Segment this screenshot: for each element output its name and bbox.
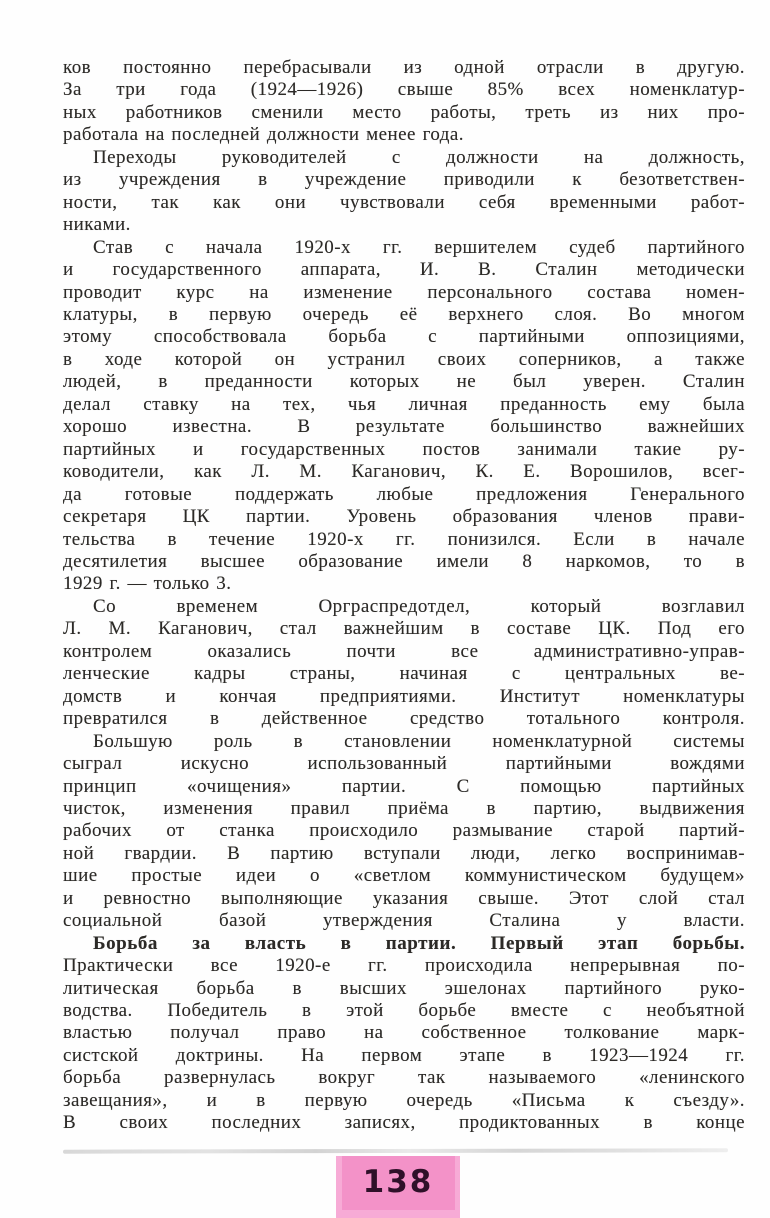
text-line: рабочих от станка происходило размывание старой партий- — [63, 820, 745, 842]
paragraph — [63, 933, 745, 1135]
body-text — [63, 57, 745, 1135]
text-line: социальной базой утверждения Сталина у власти. — [63, 910, 745, 932]
text-line: секретаря ЦК партии. Уровень образования членов прави- — [63, 506, 745, 528]
text-line: Л. М. Каганович, стал важнейшим в составе ЦК. Под его — [63, 618, 745, 640]
section-heading-line: Борьба за власть в партии. Первый этап борьбы. — [93, 932, 745, 954]
text-line: людей, в преданности которых не был уверен. Сталин — [63, 371, 745, 393]
text-line: ководители, как Л. М. Каганович, К. Е. Ворошилов, всег- — [63, 461, 745, 483]
text-line: За три года (1924—1926) свыше 85% всех номенклатур- — [63, 79, 745, 101]
text-line: сыграл искусно использованный партийными вождями — [63, 753, 745, 775]
text-line: В своих последних записях, продиктованных в конце — [63, 1112, 745, 1134]
text-line: Большую роль в становлении номенклатурной системы — [93, 730, 745, 752]
text-line: контролем оказались почти все административно-управ- — [63, 640, 745, 662]
paragraph — [63, 147, 745, 237]
text-line: Со временем Орграспредотдел, который возглавил — [93, 595, 745, 617]
text-line: хорошо известна. В результате большинство важнейших — [63, 416, 745, 438]
page-number: 138 — [362, 1164, 434, 1200]
text-line: из учреждения в учреждение приводили к безответствен- — [63, 169, 745, 191]
text-line: десятилетия высшее образование имели 8 наркомов, то в — [63, 550, 745, 572]
text-line: борьба развернулась вокруг так называемого «ленинского — [63, 1067, 745, 1089]
paragraph — [63, 596, 745, 731]
text-line: делал ставку на тех, чья личная преданность ему была — [63, 393, 745, 415]
text-line: в ходе которой он устранил своих соперников, а также — [63, 348, 745, 370]
footer-rule — [63, 1148, 728, 1153]
text-line: превратился в действенное средство тотального контроля. — [63, 708, 745, 730]
text-line: ной гвардии. В партию вступали люди, легко воспринимав- — [63, 842, 745, 864]
text-line: Практически все 1920-е гг. происходила непрерывная по- — [63, 955, 745, 977]
text-line: ков постоянно перебрасывали из одной отрасли в другую. — [63, 57, 745, 78]
text-line: ленческие кадры страны, начиная с центральных ве- — [63, 663, 745, 685]
text-line: Переходы руководителей с должности на должность, — [93, 146, 745, 168]
text-line: ности, так как они чувствовали себя временными работ- — [63, 191, 745, 213]
text-line: литическая борьба в высших эшелонах партийного руко- — [63, 977, 745, 999]
text-line: принцип «очищения» партии. С помощью партийных — [63, 775, 745, 797]
text-line: да готовые поддержать любые предложения Генерального — [63, 483, 745, 505]
text-line: этому способствовала борьба с партийными оппозициями, — [63, 326, 745, 348]
text-line: клатуры, в первую очередь её верхнего слоя. Во многом — [63, 303, 745, 325]
text-line: шие простые идеи о «светлом коммунистическом будущем» — [63, 865, 745, 887]
text-line: 1929 г. — только 3. — [63, 573, 232, 595]
text-line: завещания», и в первую очередь «Письма к съезду». — [63, 1089, 745, 1111]
text-line: тельства в течение 1920-х гг. понизился. Если в начале — [63, 528, 745, 550]
text-line: работала на последней должности менее года. — [63, 124, 464, 146]
text-line: никами. — [63, 214, 131, 236]
text-line: властью получал право на собственное толкование марк- — [63, 1022, 745, 1044]
text-line: партийных и государственных постов занимали такие ру- — [63, 438, 745, 460]
text-line: и ревностно выполняющие указания свыше. Этот слой стал — [63, 887, 745, 909]
text-line: водства. Победитель в этой борьбе вместе с необъятной — [63, 1000, 745, 1022]
paragraph — [63, 731, 745, 933]
text-line: систской доктрины. На первом этапе в 1923—1924 гг. — [63, 1044, 745, 1066]
text-line: домств и кончая предприятиями. Институт номенклатуры — [63, 685, 745, 707]
text-line: проводит курс на изменение персонального состава номен- — [63, 281, 745, 303]
paragraph — [63, 237, 745, 596]
text-line: Став с начала 1920-х гг. вершителем судеб партийного — [93, 236, 745, 258]
text-line: чисток, изменения правил приёма в партию, выдвижения — [63, 797, 745, 819]
text-line: ных работников сменили место работы, треть из них про- — [63, 101, 745, 123]
text-line: и государственного аппарата, И. В. Сталин методически — [63, 259, 745, 281]
page-number-badge — [336, 1156, 460, 1218]
paragraph — [63, 57, 745, 147]
